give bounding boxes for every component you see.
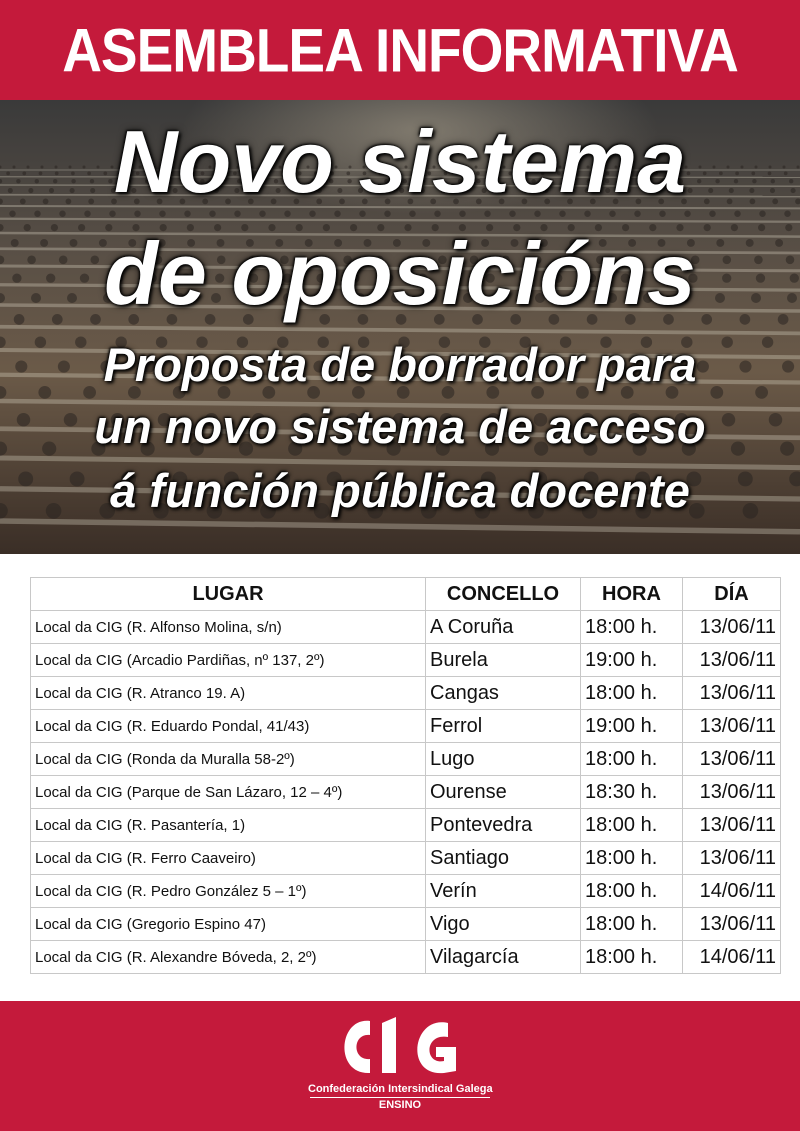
table-row bbox=[31, 677, 781, 710]
hero-subtitle-line-1: Proposta de borrador para bbox=[103, 338, 697, 391]
cell-lugar: Local da CIG (R. Ferro Caaveiro) bbox=[31, 842, 426, 875]
cell-concello: Ourense bbox=[426, 776, 581, 809]
cell-concello: Ferrol bbox=[426, 710, 581, 743]
hero-title-line-1: Novo sistema bbox=[113, 112, 687, 211]
cell-concello: A Coruña bbox=[426, 611, 581, 644]
header-concello: CONCELLO bbox=[426, 578, 581, 611]
bottom-banner bbox=[0, 1001, 800, 1131]
cig-logo bbox=[308, 1011, 492, 1123]
org-section: ENSINO bbox=[378, 1099, 422, 1111]
cell-hora: 19:00 h. bbox=[581, 710, 683, 743]
cell-dia: 14/06/11 bbox=[683, 941, 781, 974]
cell-dia: 13/06/11 bbox=[683, 644, 781, 677]
cell-concello: Verín bbox=[426, 875, 581, 908]
hero-subtitle-line-2: un novo sistema de acceso bbox=[94, 400, 706, 453]
cell-hora: 18:30 h. bbox=[581, 776, 683, 809]
cell-lugar: Local da CIG (Parque de San Lázaro, 12 – 4º) bbox=[31, 776, 426, 809]
cell-dia: 13/06/11 bbox=[683, 710, 781, 743]
cell-concello: Vilagarcía bbox=[426, 941, 581, 974]
cell-dia: 13/06/11 bbox=[683, 743, 781, 776]
table-row bbox=[31, 908, 781, 941]
hero-subtitle-line-3: á función pública docente bbox=[110, 464, 690, 517]
cell-concello: Pontevedra bbox=[426, 809, 581, 842]
cell-hora: 18:00 h. bbox=[581, 611, 683, 644]
cell-dia: 13/06/11 bbox=[683, 908, 781, 941]
header-title: ASEMBLEA INFORMATIVA bbox=[62, 15, 738, 85]
cell-hora: 18:00 h. bbox=[581, 743, 683, 776]
cell-concello: Santiago bbox=[426, 842, 581, 875]
cell-dia: 13/06/11 bbox=[683, 611, 781, 644]
cell-lugar: Local da CIG (R. Pasantería, 1) bbox=[31, 809, 426, 842]
table-row bbox=[31, 611, 781, 644]
cell-concello: Burela bbox=[426, 644, 581, 677]
cell-dia: 13/06/11 bbox=[683, 776, 781, 809]
table-row bbox=[31, 644, 781, 677]
table-row bbox=[31, 809, 781, 842]
cell-lugar: Local da CIG (Ronda da Muralla 58-2º) bbox=[31, 743, 426, 776]
hero-title-line-2: de oposicións bbox=[104, 224, 696, 323]
top-banner bbox=[0, 0, 800, 100]
header-dia: DÍA bbox=[683, 578, 781, 611]
cell-dia: 13/06/11 bbox=[683, 809, 781, 842]
cell-hora: 18:00 h. bbox=[581, 842, 683, 875]
cell-hora: 18:00 h. bbox=[581, 908, 683, 941]
cell-dia: 13/06/11 bbox=[683, 842, 781, 875]
cell-lugar: Local da CIG (R. Alexandre Bóveda, 2, 2º) bbox=[31, 941, 426, 974]
cell-hora: 18:00 h. bbox=[581, 809, 683, 842]
cell-dia: 13/06/11 bbox=[683, 677, 781, 710]
table-row bbox=[31, 941, 781, 974]
cell-hora: 18:00 h. bbox=[581, 677, 683, 710]
cell-dia: 14/06/11 bbox=[683, 875, 781, 908]
table-row bbox=[31, 842, 781, 875]
schedule-table bbox=[30, 577, 781, 974]
table-row bbox=[31, 710, 781, 743]
cell-concello: Vigo bbox=[426, 908, 581, 941]
cell-lugar: Local da CIG (R. Pedro González 5 – 1º) bbox=[31, 875, 426, 908]
cell-hora: 19:00 h. bbox=[581, 644, 683, 677]
table-header-row bbox=[31, 578, 781, 611]
table-row bbox=[31, 875, 781, 908]
header-lugar: LUGAR bbox=[31, 578, 426, 611]
table-row bbox=[31, 776, 781, 809]
cell-lugar: Local da CIG (R. Atranco 19. A) bbox=[31, 677, 426, 710]
cell-concello: Cangas bbox=[426, 677, 581, 710]
header-hora: HORA bbox=[581, 578, 683, 611]
cell-hora: 18:00 h. bbox=[581, 941, 683, 974]
cell-lugar: Local da CIG (R. Eduardo Pondal, 41/43) bbox=[31, 710, 426, 743]
org-name: Confederación Intersindical Galega bbox=[308, 1083, 493, 1095]
cell-lugar: Local da CIG (R. Alfonso Molina, s/n) bbox=[31, 611, 426, 644]
cell-lugar: Local da CIG (Arcadio Pardiñas, nº 137, 2º) bbox=[31, 644, 426, 677]
table-row bbox=[31, 743, 781, 776]
cell-lugar: Local da CIG (Gregorio Espino 47) bbox=[31, 908, 426, 941]
cell-hora: 18:00 h. bbox=[581, 875, 683, 908]
cell-concello: Lugo bbox=[426, 743, 581, 776]
cig-logo-mark bbox=[308, 1011, 492, 1083]
logo-divider bbox=[310, 1097, 490, 1098]
table-body bbox=[31, 611, 781, 974]
hero-photo-area bbox=[0, 100, 800, 554]
